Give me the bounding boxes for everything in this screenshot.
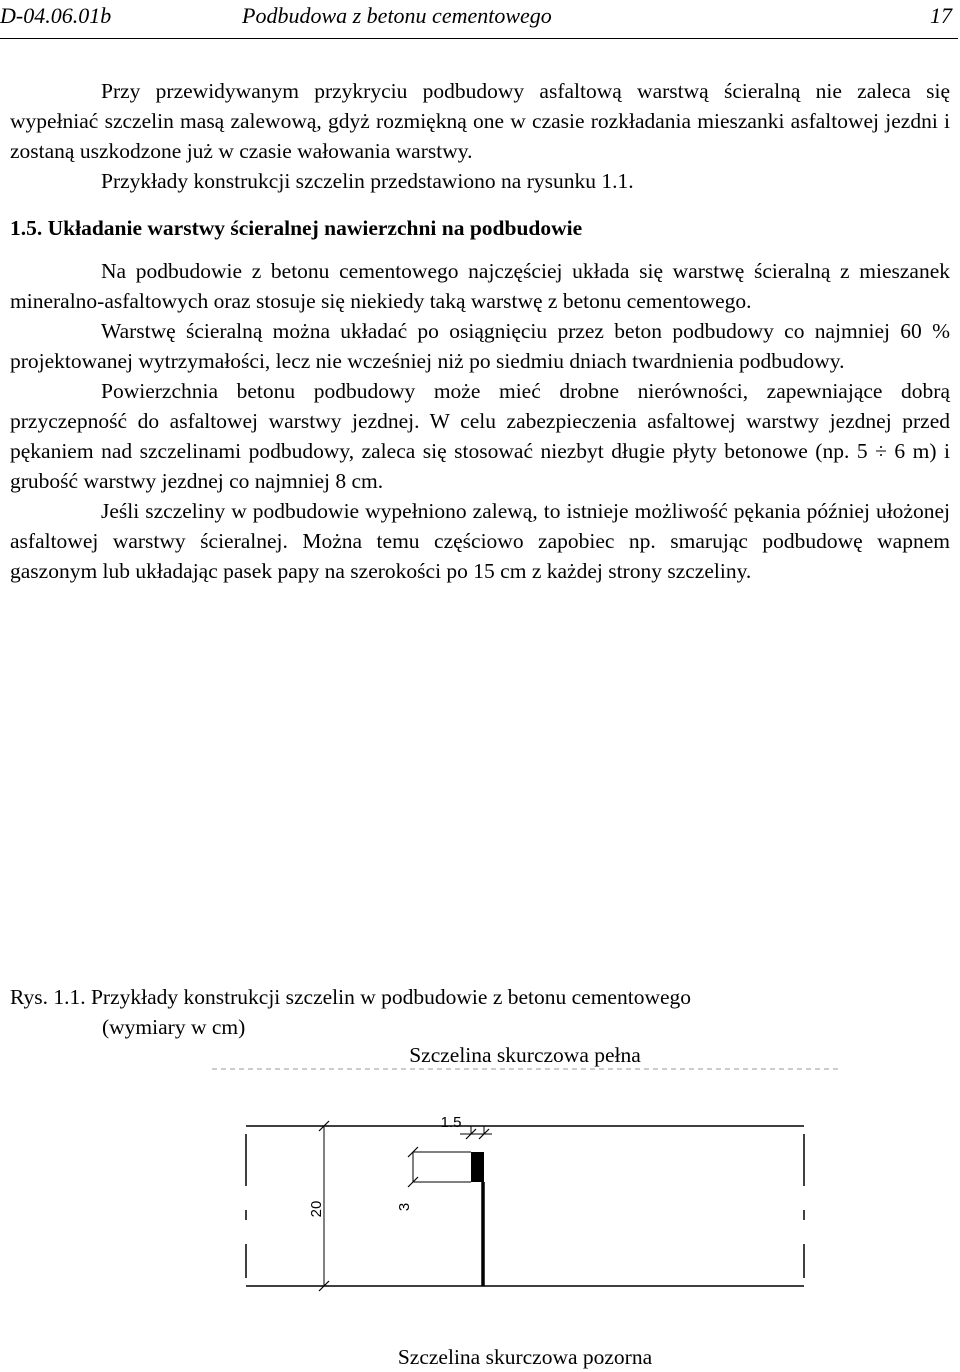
paragraph: Jeśli szczeliny w podbudowie wypełniono zalewą, to istnieje możliwość pękania później ułożonej asfaltowej warstwy ścieralnej. Można temu częściowo zapobiec np. smarując podbudowę wapnem gaszonym lub układając pasek papy na szerokości po 15 cm z każdej strony szczeliny. <box>10 499 950 583</box>
dimension-label: 20 <box>308 1200 325 1218</box>
caption-units: (wymiary w cm) <box>102 1015 246 1039</box>
paragraph: Na podbudowie z betonu cementowego najczęściej układa się warstwę ścieralną z mieszanek mineralno-asfaltowych oraz stosuje się niekiedy taką warstwę z betonu cementowego. <box>10 259 950 313</box>
page-header <box>0 0 960 40</box>
dummy-joint-title: Szczelina skurczowa pozorna <box>397 1345 653 1369</box>
dimension-label: 1.5 <box>440 1114 462 1131</box>
dimension-label: 3 <box>396 1202 413 1212</box>
paragraph: Warstwę ścieralną można układać po osiągnięciu przez beton podbudowy co najmniej 60 % projektowanej wytrzymałości, lecz nie wcześniej niż po siedmiu dniach twardnienia podbudowy. <box>10 319 950 373</box>
section-text <box>10 256 950 586</box>
paragraph: Przy przewidywanym przykryciu podbudowy asfaltową warstwą ścieralną nie zaleca się wypełniać szczelin masą zalewową, gdyż rozmiękną one w czasie rozkładania mieszanki asfaltowej jezdni i zostaną uszkodzone już w czasie wałowania warstwy. <box>10 79 950 163</box>
intro-text <box>10 76 950 196</box>
joint-drawing <box>200 1064 860 1300</box>
full-joint-title: Szczelina skurczowa pełna <box>409 1043 641 1067</box>
document-title: Podbudowa z betonu cementowego <box>242 3 552 28</box>
paragraph: Powierzchnia betonu podbudowy może mieć drobne nierówności, zapewniające dobrą przyczepność do asfaltowej warstwy jezdnej. W celu zabezpieczenia asfaltowej warstwy jezdnej przed pękaniem nad szczelinami podbudowy, zaleca się stosować niezbyt długie płyty betonowe (np. 5 ÷ 6 m) i grubość warstwy jezdnej co najmniej 8 cm. <box>10 379 950 493</box>
paragraph: Przykłady konstrukcji szczelin przedstawiono na rysunku 1.1. <box>101 169 634 193</box>
figure-caption <box>10 982 691 1042</box>
section-heading: 1.5. Układanie warstwy ścieralnej nawierzchni na podbudowie <box>10 216 583 240</box>
document-code: D-04.06.01b <box>0 3 112 28</box>
header-rule <box>0 38 958 39</box>
caption-line: Rys. 1.1. Przykłady konstrukcji szczelin w podbudowie z betonu cementowego <box>10 985 692 1009</box>
joint-sealant <box>471 1152 484 1182</box>
page-number: 17 <box>930 3 952 28</box>
